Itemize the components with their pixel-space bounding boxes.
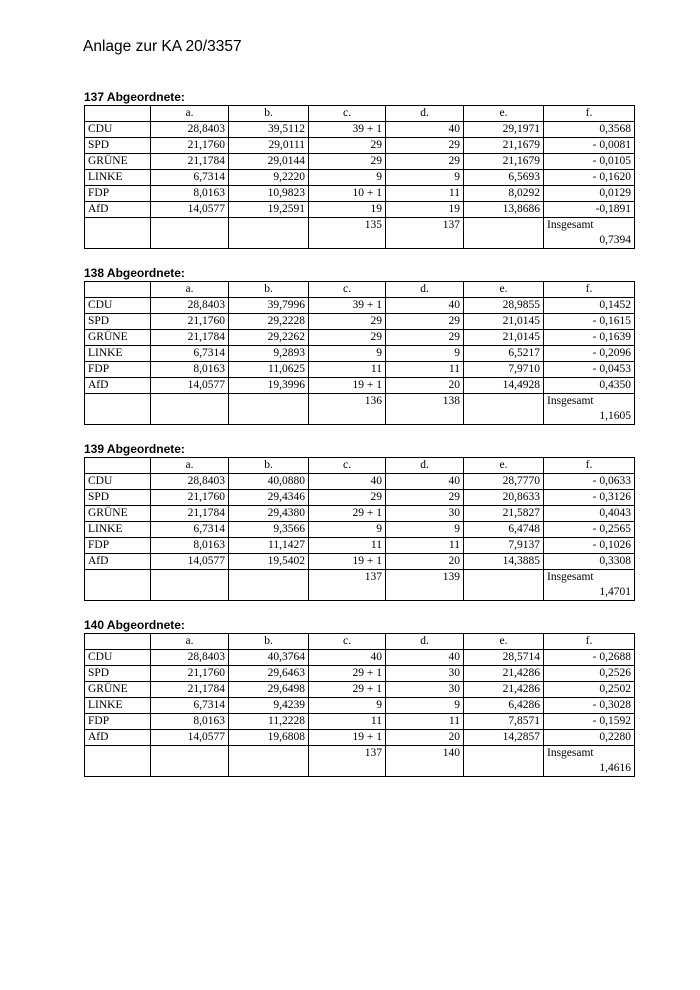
value-cell-e: 21,1679 [464, 154, 544, 170]
value-cell-a: 8,0163 [151, 714, 229, 730]
value-cell-f: 0,0129 [544, 186, 635, 202]
value-cell-d: 29 [386, 490, 464, 506]
seat-distribution-table [84, 105, 635, 249]
value-cell-a: 14,0577 [151, 378, 229, 394]
value-cell-a: 14,0577 [151, 730, 229, 746]
value-cell-a: 21,1784 [151, 154, 229, 170]
empty-cell [464, 746, 544, 777]
value-cell-c: 40 [309, 474, 386, 490]
value-cell-e: 14,4928 [464, 378, 544, 394]
seat-distribution-table [84, 457, 635, 601]
value-cell-f: 0,2280 [544, 730, 635, 746]
value-cell-c: 29 [309, 330, 386, 346]
total-label: Insgesamt [547, 219, 594, 231]
table-row [85, 698, 635, 714]
page-title: Anlage zur KA 20/3357 [83, 38, 242, 55]
value-cell-f: 0,3568 [544, 122, 635, 138]
table-section [84, 266, 634, 425]
value-cell-e: 6,4286 [464, 698, 544, 714]
column-header: c. [309, 282, 386, 298]
party-name-cell: CDU [85, 650, 151, 666]
value-cell-e: 21,4286 [464, 682, 544, 698]
value-cell-d: 9 [386, 170, 464, 186]
table-header-row [85, 634, 635, 650]
value-cell-e: 28,5714 [464, 650, 544, 666]
party-name-cell: SPD [85, 490, 151, 506]
table-section [84, 90, 634, 249]
total-value: 1,4616 [599, 762, 631, 774]
seat-distribution-table [84, 281, 635, 425]
value-cell-d: 29 [386, 138, 464, 154]
value-cell-b: 9,4239 [229, 698, 309, 714]
value-cell-a: 8,0163 [151, 538, 229, 554]
party-name-cell: FDP [85, 714, 151, 730]
value-cell-a: 21,1760 [151, 490, 229, 506]
empty-cell [85, 570, 151, 601]
value-cell-c: 29 + 1 [309, 682, 386, 698]
value-cell-e: 14,2857 [464, 730, 544, 746]
empty-cell [229, 746, 309, 777]
value-cell-f: - 0,0453 [544, 362, 635, 378]
column-header: a. [151, 282, 229, 298]
table-row [85, 154, 635, 170]
total-value: 1,1605 [599, 410, 631, 422]
column-header: b. [229, 634, 309, 650]
value-cell-c: 9 [309, 522, 386, 538]
value-cell-c: 19 + 1 [309, 378, 386, 394]
value-cell-a: 21,1784 [151, 506, 229, 522]
party-name-cell: SPD [85, 666, 151, 682]
value-cell-c: 19 [309, 202, 386, 218]
total-f-cell [544, 570, 635, 601]
value-cell-e: 6,5217 [464, 346, 544, 362]
empty-cell [85, 394, 151, 425]
empty-cell [151, 394, 229, 425]
total-label: Insgesamt [547, 395, 594, 407]
value-cell-e: 8,0292 [464, 186, 544, 202]
value-cell-d: 19 [386, 202, 464, 218]
value-cell-b: 29,4380 [229, 506, 309, 522]
value-cell-f: - 0,1592 [544, 714, 635, 730]
column-header [85, 634, 151, 650]
value-cell-b: 39,7996 [229, 298, 309, 314]
value-cell-a: 8,0163 [151, 186, 229, 202]
empty-cell [229, 570, 309, 601]
value-cell-d: 29 [386, 154, 464, 170]
value-cell-c: 19 + 1 [309, 730, 386, 746]
value-cell-c: 29 + 1 [309, 506, 386, 522]
value-cell-b: 10,9823 [229, 186, 309, 202]
value-cell-f: - 0,0633 [544, 474, 635, 490]
value-cell-c: 29 [309, 314, 386, 330]
value-cell-c: 11 [309, 714, 386, 730]
value-cell-a: 21,1760 [151, 666, 229, 682]
value-cell-d: 29 [386, 330, 464, 346]
value-cell-f: - 0,1639 [544, 330, 635, 346]
value-cell-f: 0,4350 [544, 378, 635, 394]
table-row [85, 538, 635, 554]
table-row [85, 186, 635, 202]
column-header: d. [386, 634, 464, 650]
table-row [85, 474, 635, 490]
value-cell-a: 21,1784 [151, 330, 229, 346]
column-header: c. [309, 458, 386, 474]
value-cell-f: - 0,1615 [544, 314, 635, 330]
total-row [85, 218, 635, 249]
section-heading: 139 Abgeordnete: [84, 442, 185, 456]
column-header: f. [544, 106, 635, 122]
party-name-cell: AfD [85, 378, 151, 394]
empty-cell [85, 746, 151, 777]
table-row [85, 730, 635, 746]
party-name-cell: SPD [85, 138, 151, 154]
value-cell-b: 29,6498 [229, 682, 309, 698]
column-header: d. [386, 106, 464, 122]
table-row [85, 362, 635, 378]
value-cell-e: 21,0145 [464, 330, 544, 346]
column-header: b. [229, 106, 309, 122]
value-cell-f: - 0,0105 [544, 154, 635, 170]
column-header [85, 458, 151, 474]
column-header: a. [151, 458, 229, 474]
value-cell-c: 9 [309, 170, 386, 186]
value-cell-c: 29 [309, 138, 386, 154]
value-cell-d: 40 [386, 298, 464, 314]
empty-cell [151, 218, 229, 249]
value-cell-a: 21,1760 [151, 314, 229, 330]
value-cell-d: 9 [386, 346, 464, 362]
total-f-cell [544, 218, 635, 249]
column-header: e. [464, 458, 544, 474]
table-row [85, 314, 635, 330]
column-header: c. [309, 106, 386, 122]
value-cell-c: 29 [309, 154, 386, 170]
value-cell-b: 29,0111 [229, 138, 309, 154]
table-row [85, 490, 635, 506]
empty-cell [151, 570, 229, 601]
value-cell-c: 39 + 1 [309, 122, 386, 138]
total-d-cell: 137 [386, 218, 464, 249]
value-cell-b: 19,3996 [229, 378, 309, 394]
value-cell-e: 21,0145 [464, 314, 544, 330]
total-row [85, 746, 635, 777]
value-cell-d: 9 [386, 698, 464, 714]
total-value: 1,4701 [599, 586, 631, 598]
value-cell-d: 20 [386, 378, 464, 394]
value-cell-b: 11,0625 [229, 362, 309, 378]
column-header: e. [464, 282, 544, 298]
table-section [84, 442, 634, 601]
value-cell-e: 13,8686 [464, 202, 544, 218]
party-name-cell: AfD [85, 554, 151, 570]
value-cell-f: 0,2502 [544, 682, 635, 698]
value-cell-b: 29,2262 [229, 330, 309, 346]
total-c-cell: 135 [309, 218, 386, 249]
column-header: b. [229, 458, 309, 474]
value-cell-a: 28,8403 [151, 474, 229, 490]
column-header: f. [544, 458, 635, 474]
section-heading: 140 Abgeordnete: [84, 618, 185, 632]
party-name-cell: AfD [85, 202, 151, 218]
value-cell-c: 11 [309, 538, 386, 554]
column-header: f. [544, 634, 635, 650]
value-cell-b: 19,5402 [229, 554, 309, 570]
total-d-cell: 138 [386, 394, 464, 425]
seat-distribution-table [84, 633, 635, 777]
table-row [85, 506, 635, 522]
party-name-cell: CDU [85, 298, 151, 314]
table-row [85, 122, 635, 138]
value-cell-c: 19 + 1 [309, 554, 386, 570]
value-cell-f: - 0,2688 [544, 650, 635, 666]
column-header [85, 106, 151, 122]
value-cell-b: 39,5112 [229, 122, 309, 138]
table-row [85, 714, 635, 730]
value-cell-f: - 0,2565 [544, 522, 635, 538]
column-header: f. [544, 282, 635, 298]
empty-cell [229, 218, 309, 249]
value-cell-e: 21,4286 [464, 666, 544, 682]
column-header: a. [151, 634, 229, 650]
value-cell-d: 11 [386, 538, 464, 554]
value-cell-b: 11,2228 [229, 714, 309, 730]
value-cell-c: 29 [309, 490, 386, 506]
value-cell-b: 9,2893 [229, 346, 309, 362]
value-cell-a: 14,0577 [151, 554, 229, 570]
party-name-cell: LINKE [85, 170, 151, 186]
value-cell-e: 29,1971 [464, 122, 544, 138]
table-row [85, 682, 635, 698]
party-name-cell: FDP [85, 362, 151, 378]
party-name-cell: FDP [85, 538, 151, 554]
party-name-cell: LINKE [85, 698, 151, 714]
value-cell-b: 19,2591 [229, 202, 309, 218]
table-row [85, 138, 635, 154]
value-cell-f: 0,2526 [544, 666, 635, 682]
value-cell-b: 29,2228 [229, 314, 309, 330]
table-row [85, 298, 635, 314]
value-cell-f: - 0,0081 [544, 138, 635, 154]
total-c-cell: 137 [309, 570, 386, 601]
value-cell-a: 6,7314 [151, 170, 229, 186]
party-name-cell: GRÜNE [85, 154, 151, 170]
party-name-cell: GRÜNE [85, 682, 151, 698]
value-cell-a: 14,0577 [151, 202, 229, 218]
value-cell-b: 29,0144 [229, 154, 309, 170]
value-cell-b: 29,6463 [229, 666, 309, 682]
total-c-cell: 137 [309, 746, 386, 777]
value-cell-f: - 0,1620 [544, 170, 635, 186]
value-cell-f: 0,1452 [544, 298, 635, 314]
total-d-cell: 140 [386, 746, 464, 777]
value-cell-e: 7,9710 [464, 362, 544, 378]
total-label: Insgesamt [547, 747, 594, 759]
table-row [85, 650, 635, 666]
party-name-cell: CDU [85, 474, 151, 490]
total-value: 0,7394 [599, 234, 631, 246]
value-cell-e: 7,9137 [464, 538, 544, 554]
value-cell-c: 10 + 1 [309, 186, 386, 202]
value-cell-c: 39 + 1 [309, 298, 386, 314]
column-header: d. [386, 458, 464, 474]
value-cell-d: 30 [386, 506, 464, 522]
value-cell-d: 11 [386, 714, 464, 730]
value-cell-c: 11 [309, 362, 386, 378]
column-header: e. [464, 634, 544, 650]
table-row [85, 202, 635, 218]
total-row [85, 394, 635, 425]
value-cell-d: 40 [386, 122, 464, 138]
value-cell-d: 29 [386, 314, 464, 330]
value-cell-c: 29 + 1 [309, 666, 386, 682]
value-cell-e: 21,1679 [464, 138, 544, 154]
value-cell-a: 28,8403 [151, 122, 229, 138]
value-cell-f: 0,3308 [544, 554, 635, 570]
column-header: a. [151, 106, 229, 122]
value-cell-a: 21,1760 [151, 138, 229, 154]
column-header: d. [386, 282, 464, 298]
value-cell-a: 6,7314 [151, 346, 229, 362]
empty-cell [229, 394, 309, 425]
party-name-cell: GRÜNE [85, 506, 151, 522]
value-cell-a: 8,0163 [151, 362, 229, 378]
total-c-cell: 136 [309, 394, 386, 425]
total-f-cell [544, 394, 635, 425]
value-cell-b: 9,2220 [229, 170, 309, 186]
table-row [85, 666, 635, 682]
table-row [85, 346, 635, 362]
table-row [85, 330, 635, 346]
value-cell-d: 20 [386, 730, 464, 746]
table-header-row [85, 106, 635, 122]
section-heading: 137 Abgeordnete: [84, 90, 185, 104]
empty-cell [464, 394, 544, 425]
section-heading: 138 Abgeordnete: [84, 266, 185, 280]
value-cell-b: 11,1427 [229, 538, 309, 554]
value-cell-e: 21,5827 [464, 506, 544, 522]
value-cell-f: 0,4043 [544, 506, 635, 522]
column-header: e. [464, 106, 544, 122]
table-header-row [85, 282, 635, 298]
total-f-cell [544, 746, 635, 777]
value-cell-e: 7,8571 [464, 714, 544, 730]
value-cell-f: - 0,3126 [544, 490, 635, 506]
value-cell-a: 28,8403 [151, 650, 229, 666]
value-cell-e: 6,5693 [464, 170, 544, 186]
value-cell-b: 40,0880 [229, 474, 309, 490]
value-cell-f: - 0,3028 [544, 698, 635, 714]
value-cell-a: 28,8403 [151, 298, 229, 314]
table-row [85, 378, 635, 394]
table-row [85, 522, 635, 538]
value-cell-b: 29,4346 [229, 490, 309, 506]
value-cell-d: 30 [386, 666, 464, 682]
value-cell-d: 40 [386, 474, 464, 490]
total-row [85, 570, 635, 601]
table-section [84, 618, 634, 777]
value-cell-b: 9,3566 [229, 522, 309, 538]
value-cell-b: 19,6808 [229, 730, 309, 746]
value-cell-e: 14,3885 [464, 554, 544, 570]
total-label: Insgesamt [547, 571, 594, 583]
party-name-cell: SPD [85, 314, 151, 330]
party-name-cell: CDU [85, 122, 151, 138]
value-cell-d: 30 [386, 682, 464, 698]
column-header [85, 282, 151, 298]
total-d-cell: 139 [386, 570, 464, 601]
value-cell-b: 40,3764 [229, 650, 309, 666]
value-cell-c: 40 [309, 650, 386, 666]
value-cell-e: 6,4748 [464, 522, 544, 538]
value-cell-e: 28,7770 [464, 474, 544, 490]
column-header: b. [229, 282, 309, 298]
value-cell-f: -0,1891 [544, 202, 635, 218]
table-row [85, 554, 635, 570]
value-cell-a: 21,1784 [151, 682, 229, 698]
value-cell-d: 9 [386, 522, 464, 538]
value-cell-a: 6,7314 [151, 522, 229, 538]
empty-cell [151, 746, 229, 777]
party-name-cell: GRÜNE [85, 330, 151, 346]
value-cell-e: 28,9855 [464, 298, 544, 314]
empty-cell [464, 570, 544, 601]
value-cell-d: 11 [386, 362, 464, 378]
empty-cell [464, 218, 544, 249]
party-name-cell: AfD [85, 730, 151, 746]
value-cell-e: 20,8633 [464, 490, 544, 506]
value-cell-d: 40 [386, 650, 464, 666]
value-cell-c: 9 [309, 698, 386, 714]
value-cell-a: 6,7314 [151, 698, 229, 714]
value-cell-f: - 0,1026 [544, 538, 635, 554]
value-cell-f: - 0,2096 [544, 346, 635, 362]
table-row [85, 170, 635, 186]
party-name-cell: LINKE [85, 522, 151, 538]
party-name-cell: LINKE [85, 346, 151, 362]
table-header-row [85, 458, 635, 474]
value-cell-c: 9 [309, 346, 386, 362]
party-name-cell: FDP [85, 186, 151, 202]
column-header: c. [309, 634, 386, 650]
value-cell-d: 20 [386, 554, 464, 570]
empty-cell [85, 218, 151, 249]
value-cell-d: 11 [386, 186, 464, 202]
